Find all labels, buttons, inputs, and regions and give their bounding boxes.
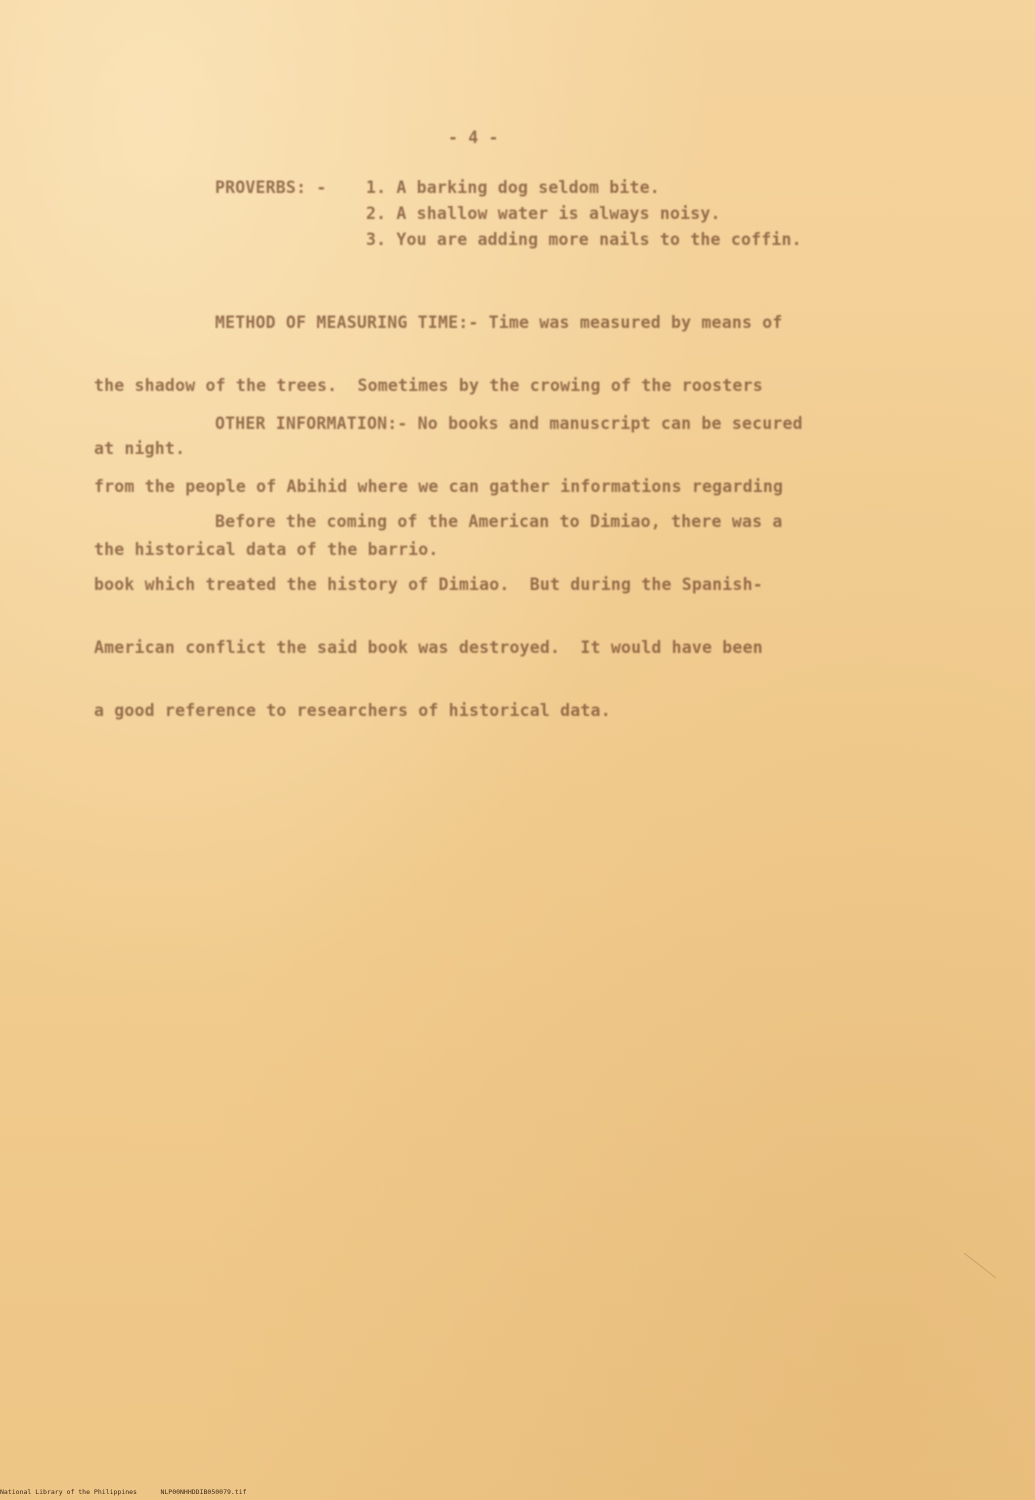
paragraph-line: Before the coming of the American to Dimiao, there was a — [215, 512, 783, 531]
paragraph-line: at night. — [94, 439, 186, 458]
history-book-paragraph — [94, 471, 934, 761]
proverb-item: 2. A shallow water is always noisy. — [366, 204, 721, 223]
paragraph-line: the shadow of the trees. Sometimes by the crowing of the roosters — [94, 376, 763, 395]
paragraph-line: METHOD OF MEASURING TIME:- Time was measured by means of — [215, 313, 783, 332]
proverb-item: 3. You are adding more nails to the coffin. — [366, 230, 802, 249]
paragraph-line: the historical data of the barrio. — [94, 540, 439, 559]
paper-crease — [964, 1253, 996, 1278]
paragraph-line: from the people of Abihid where we can gather informations regarding — [94, 477, 784, 496]
page-number: - 4 - — [448, 128, 499, 147]
footer-filename: NLP00NHHDDIB050079.tif — [160, 1488, 247, 1496]
scan-footer — [0, 1488, 247, 1496]
proverbs-label: PROVERBS: - — [215, 178, 327, 197]
footer-source: National Library of the Philippines — [0, 1488, 137, 1496]
paragraph-line: a good reference to researchers of historical data. — [94, 701, 611, 720]
paragraph-line: American conflict the said book was destroyed. It would have been — [94, 638, 763, 657]
proverb-item: 1. A barking dog seldom bite. — [366, 178, 660, 197]
paragraph-line: book which treated the history of Dimiao. But during the Spanish- — [94, 575, 763, 594]
paragraph-line: OTHER INFORMATION:- No books and manuscript can be secured — [215, 414, 803, 433]
